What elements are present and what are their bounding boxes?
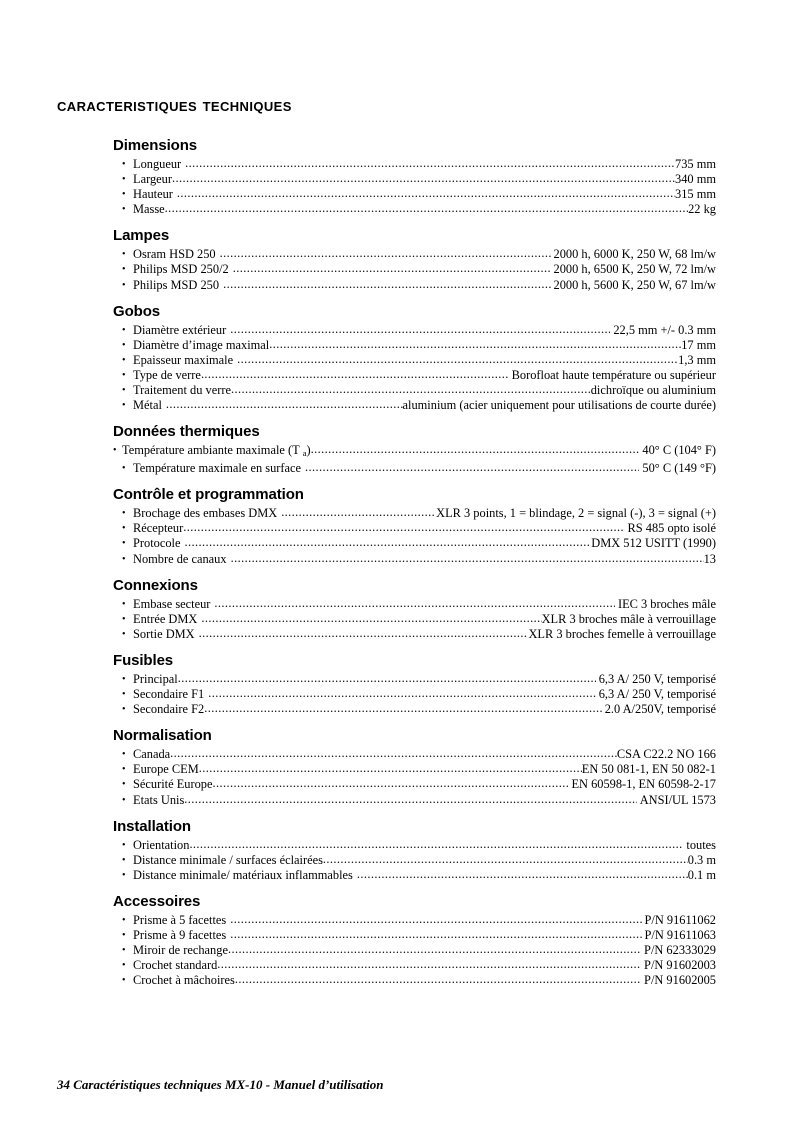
spec-list <box>113 323 716 414</box>
spec-row <box>113 928 716 943</box>
spec-value: DMX 512 USITT (1990) <box>591 536 716 551</box>
section-heading: Connexions <box>113 576 198 594</box>
spec-label: • Distance minimale/ matériaux inflammables <box>133 867 353 882</box>
spec-label: • Prisme à 5 facettes <box>133 912 227 927</box>
spec-value: toutes <box>686 837 716 852</box>
spec-row <box>113 838 716 853</box>
spec-label: • Brochage des embases DMX <box>133 506 278 521</box>
dot-leader <box>177 186 675 201</box>
spec-label: • Sortie DMX <box>133 626 195 641</box>
section-heading: Normalisation <box>113 727 212 745</box>
dot-leader <box>172 171 675 186</box>
section-heading: Fusibles <box>113 651 174 669</box>
spec-row <box>113 172 716 187</box>
page-footer: 34 Caractéristiques techniques MX-10 - Manuel d’utilisation <box>57 1077 384 1092</box>
spec-label: • Secondaire F1 <box>133 687 205 702</box>
spec-list <box>113 247 716 292</box>
dot-leader <box>235 972 641 987</box>
spec-label: • Nombre de canaux <box>133 551 227 566</box>
dot-leader <box>311 442 640 457</box>
spec-row <box>113 247 716 262</box>
spec-label: • Température ambiante maximale (T $_a$) <box>122 443 311 459</box>
spec-row <box>113 278 716 293</box>
spec-value: P/N 91602003 <box>644 958 716 973</box>
spec-value: RS 485 opto isolé <box>627 521 716 536</box>
spec-value: 2000 h, 6000 K, 250 W, 68 lm/w <box>553 247 716 262</box>
spec-list <box>113 157 716 217</box>
spec-value: XLR 3 points, 1 = blindage, 2 = signal (-), 3 = signal (+) <box>436 506 716 521</box>
spec-label: • Type de verre <box>133 367 201 382</box>
spec-row <box>113 398 716 413</box>
spec-row <box>113 913 716 928</box>
spec-label: • Protocole <box>133 536 181 551</box>
spec-value: 40° C (104° F) <box>642 443 716 458</box>
section-heading: Accessoires <box>113 892 201 910</box>
spec-label: • Récepteur <box>133 521 184 536</box>
spec-section <box>113 485 716 566</box>
spec-section <box>113 576 716 642</box>
dot-leader <box>230 912 641 927</box>
dot-leader <box>233 261 551 276</box>
dot-leader <box>217 957 641 972</box>
spec-label: • Crochet standard <box>133 958 218 973</box>
spec-value: XLR 3 broches femelle à verrouillage <box>528 626 716 641</box>
spec-value: XLR 3 broches mâle à verrouillage <box>541 611 716 626</box>
spec-label: • Largeur <box>133 172 172 187</box>
spec-value: P/N 62333029 <box>644 943 716 958</box>
spec-row <box>113 368 716 383</box>
section-heading: Données thermiques <box>113 423 260 441</box>
dot-leader <box>165 201 688 216</box>
spec-row <box>113 383 716 398</box>
dot-leader <box>185 156 675 171</box>
spec-list <box>113 672 716 717</box>
spec-value: 17 mm <box>681 337 716 352</box>
spec-row <box>113 202 716 217</box>
spec-row <box>113 627 716 642</box>
spec-value: 735 mm <box>675 157 716 171</box>
spec-label: • Diamètre extérieur <box>133 322 227 337</box>
dot-leader <box>230 927 641 942</box>
spec-label: • Hauteur <box>133 187 173 202</box>
dot-leader <box>201 611 541 626</box>
spec-value: 22,5 mm +/- 0.3 mm <box>613 322 716 337</box>
section-heading: Dimensions <box>113 137 198 154</box>
dot-leader <box>223 277 550 292</box>
spec-value: 2000 h, 6500 K, 250 W, 72 lm/w <box>553 262 716 277</box>
section-heading: Gobos <box>113 302 160 320</box>
spec-section <box>113 651 716 717</box>
spec-label: • Epaisseur maximale <box>133 352 234 367</box>
dot-leader <box>185 535 592 550</box>
dot-leader <box>230 322 610 337</box>
spec-label: • Europe CEM <box>133 762 199 777</box>
spec-row <box>113 777 716 792</box>
spec-row <box>113 536 716 551</box>
spec-label: • Traitement du verre <box>133 383 231 398</box>
dot-leader <box>204 701 601 716</box>
spec-label: • Principal <box>133 671 178 686</box>
spec-row <box>113 702 716 717</box>
spec-value: 13 <box>703 551 716 566</box>
spec-label: • Secondaire F2 <box>133 702 205 717</box>
spec-row <box>113 762 716 777</box>
spec-label: • Miroir de rechange <box>133 943 228 958</box>
spec-section <box>113 817 716 883</box>
spec-label: • Philips MSD 250/2 <box>133 262 229 277</box>
spec-label: • Philips MSD 250 <box>133 277 220 292</box>
spec-row <box>113 597 716 612</box>
dot-leader <box>189 837 683 852</box>
spec-value: 22 kg <box>688 202 716 217</box>
spec-value: CSA C22.2 NO 166 <box>616 747 716 762</box>
spec-value: P/N 91602005 <box>644 973 716 988</box>
spec-row <box>113 262 716 277</box>
dot-leader <box>170 746 617 761</box>
spec-row <box>113 793 716 808</box>
spec-section <box>113 892 716 988</box>
spec-value: 50° C (149 °F) <box>642 461 716 476</box>
spec-section <box>113 726 716 807</box>
spec-row <box>113 958 716 973</box>
spec-row <box>113 973 716 988</box>
dot-leader <box>178 671 596 686</box>
spec-value: Borofloat haute température ou supérieur <box>511 367 716 382</box>
spec-value: EN 50 081-1, EN 50 082-1 <box>581 762 716 777</box>
spec-section <box>113 422 716 476</box>
dot-leader <box>231 551 704 566</box>
spec-value: 0.3 m <box>687 852 716 867</box>
spec-value: IEC 3 broches mâle <box>617 596 716 611</box>
spec-row <box>113 323 716 338</box>
spec-label: • Longueur <box>133 157 182 171</box>
spec-value: 315 mm <box>675 187 716 202</box>
spec-row <box>113 443 716 461</box>
spec-label: • Osram HSD 250 <box>133 247 216 262</box>
spec-section <box>113 136 716 217</box>
spec-label: • Entrée DMX <box>133 611 198 626</box>
dot-leader <box>237 352 678 367</box>
spec-section <box>113 302 716 414</box>
spec-row <box>113 187 716 202</box>
spec-value: 2000 h, 5600 K, 250 W, 67 lm/w <box>553 277 716 292</box>
dot-leader <box>305 460 639 475</box>
spec-row <box>113 521 716 536</box>
spec-value: 2.0 A/250V, temporisé <box>604 702 716 717</box>
spec-section <box>113 226 716 292</box>
spec-row <box>113 461 716 476</box>
specifications-content <box>113 136 716 991</box>
spec-list <box>113 597 716 642</box>
dot-leader <box>199 626 529 641</box>
spec-list <box>113 443 716 476</box>
spec-value: dichroïque ou aluminium <box>590 383 716 398</box>
dot-leader <box>199 761 582 776</box>
dot-leader <box>183 520 624 535</box>
dot-leader <box>184 792 636 807</box>
dot-leader <box>281 505 436 520</box>
dot-leader <box>166 397 403 412</box>
spec-value: EN 60598-1, EN 60598-2-17 <box>571 777 716 792</box>
dot-leader <box>357 867 688 882</box>
spec-value: 6,3 A/ 250 V, temporisé <box>598 687 716 702</box>
spec-label: • Distance minimale / surfaces éclairées <box>133 852 323 867</box>
dot-leader <box>214 596 615 611</box>
spec-value: 0.1 m <box>687 867 716 882</box>
spec-label: • Etats Unis <box>133 792 185 807</box>
spec-label: • Crochet à mâchoires <box>133 973 235 988</box>
dot-leader <box>220 246 551 261</box>
spec-value: 6,3 A/ 250 V, temporisé <box>598 671 716 686</box>
spec-label-subscript: a <box>302 448 307 459</box>
dot-leader <box>323 852 688 867</box>
spec-value: ANSI/UL 1573 <box>639 792 716 807</box>
dot-leader <box>201 367 509 382</box>
page-title: caracteristiques techniques <box>57 94 292 115</box>
section-heading: Lampes <box>113 227 170 245</box>
dot-leader <box>231 382 591 397</box>
spec-list <box>113 913 716 988</box>
dot-leader <box>212 776 568 791</box>
spec-row <box>113 672 716 687</box>
spec-list <box>113 838 716 883</box>
spec-row <box>113 943 716 958</box>
spec-value: aluminium (acier uniquement pour utilisations de courte durée) <box>402 398 716 413</box>
dot-leader <box>228 942 641 957</box>
spec-row <box>113 353 716 368</box>
spec-label: • Prisme à 9 facettes <box>133 927 227 942</box>
spec-label: • Masse <box>133 202 165 217</box>
dot-leader <box>269 337 681 352</box>
spec-label: • Diamètre d’image maximal <box>133 337 270 352</box>
spec-row <box>113 338 716 353</box>
spec-row <box>113 157 716 172</box>
spec-row <box>113 747 716 762</box>
spec-label: • Orientation <box>133 837 190 852</box>
spec-list <box>113 506 716 566</box>
spec-list <box>113 747 716 807</box>
spec-value: P/N 91611063 <box>644 927 716 942</box>
spec-row <box>113 853 716 868</box>
spec-value: P/N 91611062 <box>644 912 716 927</box>
spec-row <box>113 868 716 883</box>
spec-row <box>113 612 716 627</box>
spec-label: • Embase secteur <box>133 596 211 611</box>
spec-label: • Canada <box>133 747 171 762</box>
spec-row <box>113 506 716 521</box>
section-heading: Contrôle et programmation <box>113 486 304 504</box>
spec-label: • Température maximale en surface <box>133 461 302 476</box>
spec-row <box>113 552 716 567</box>
dot-leader <box>208 686 596 701</box>
spec-row <box>113 687 716 702</box>
section-heading: Installation <box>113 817 191 835</box>
spec-value: 1,3 mm <box>678 352 716 367</box>
spec-label: • Métal <box>133 398 162 413</box>
spec-value: 340 mm <box>675 172 716 187</box>
spec-label: • Sécurité Europe <box>133 777 213 792</box>
